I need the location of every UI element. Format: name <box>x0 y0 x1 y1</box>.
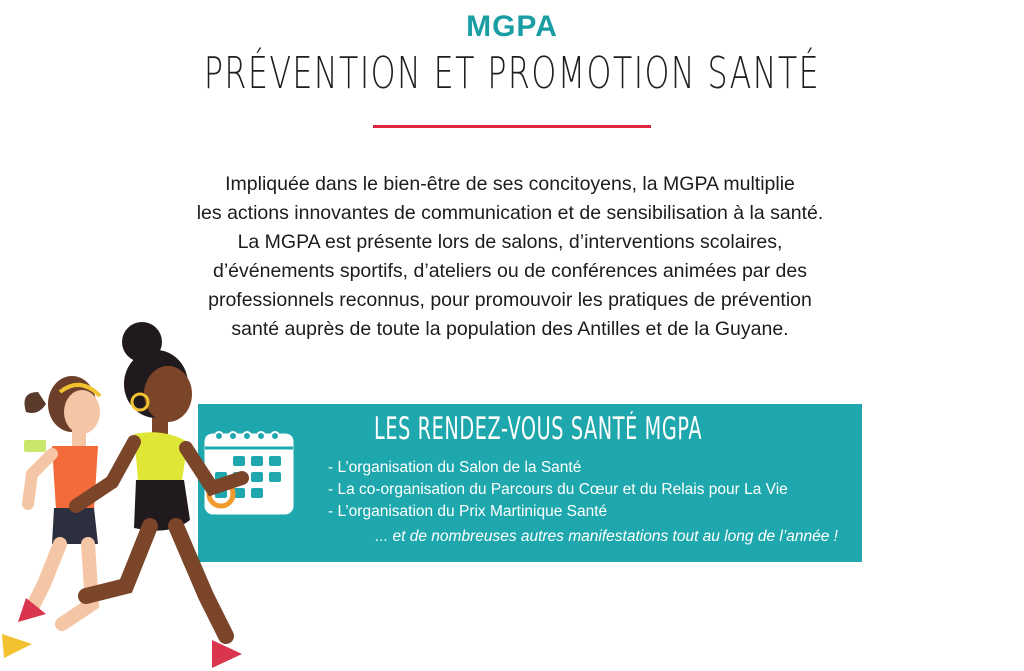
intro-line: professionnels reconnus, pour promouvoir les pratiques de prévention <box>208 289 812 311</box>
panel-footer: ... et de nombreuses autres manifestations tout au long de l’année ! <box>375 528 838 545</box>
events-list <box>328 457 788 523</box>
intro-line: santé auprès de toute la population des Antilles et de la Guyane. <box>231 318 789 340</box>
brand-name: MGPA <box>466 10 558 43</box>
intro-line: d’événements sportifs, d’ateliers ou de conférences animées par des <box>213 260 807 282</box>
panel-title: LES RENDEZ-VOUS SANTÉ MGPA <box>374 411 703 447</box>
runner-back <box>2 376 100 658</box>
runner-front <box>76 322 242 668</box>
page-title: PRÉVENTION ET PROMOTION SANTÉ <box>203 48 821 99</box>
runners-illustration <box>0 322 270 671</box>
list-item: - La co-organisation du Parcours du Cœur et du Relais pour La Vie <box>328 481 788 498</box>
intro-line: les actions innovantes de communication et de sensibilisation à la santé. <box>196 202 824 224</box>
list-item: - L’organisation du Salon de la Santé <box>328 459 582 476</box>
intro-text <box>120 170 900 344</box>
list-item: - L’organisation du Prix Martinique Santé <box>328 503 608 520</box>
intro-line: Impliquée dans le bien-être de ses concitoyens, la MGPA multiplie <box>225 173 795 195</box>
title-divider <box>373 125 651 128</box>
intro-line: La MGPA est présente lors de salons, d’interventions scolaires, <box>237 231 783 253</box>
